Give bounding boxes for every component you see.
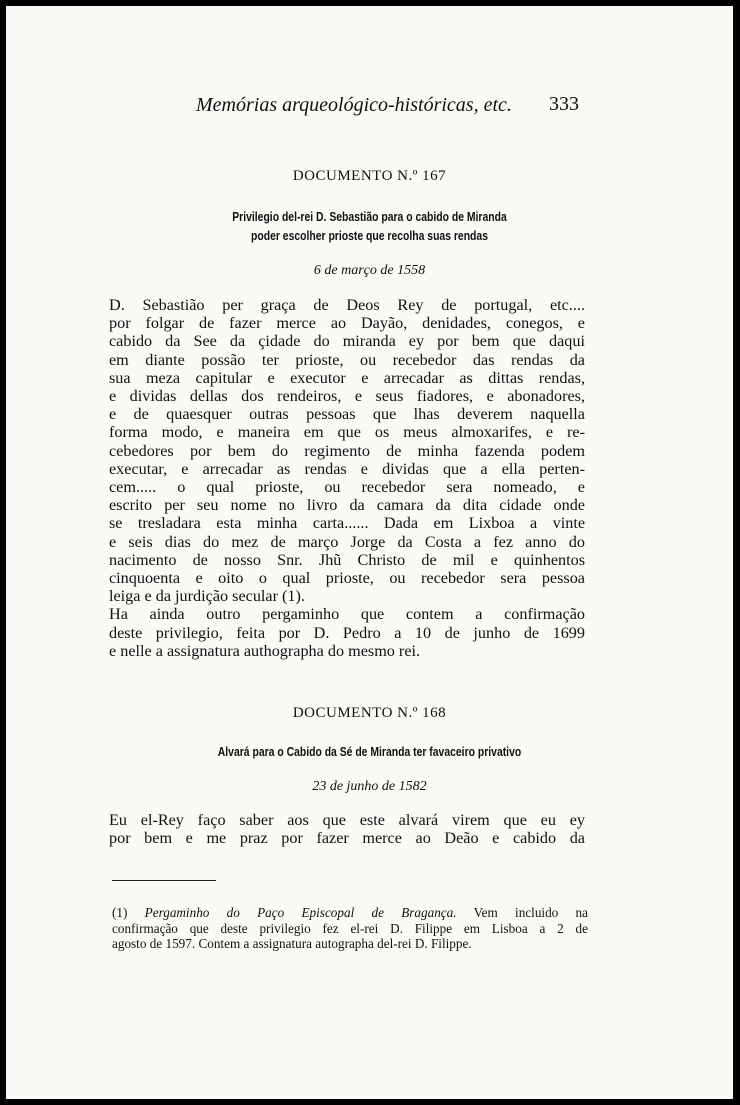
- footnote-line: confirmação que deste privilegio fez el-rei D. Filippe em Lisboa a 2 de: [112, 920, 588, 936]
- body-line: deste privilegio, feita por D. Pedro a 10 de junho de 1699: [109, 623, 585, 642]
- body-line: nacimento de nosso Snr. Jhũ Christo de mil e quinhentos: [109, 550, 585, 569]
- document-168-rubric: Alvará para o Cabido da Sé de Miranda ter favaceiro privativo: [217, 744, 522, 759]
- body-line: e nelle a assignatura authographa do mesmo rei.: [109, 641, 421, 660]
- body-line: cebedores por bem do regimento de minha fazenda podem: [109, 441, 585, 460]
- body-line: sua meza capitular e executor e arrecadar as dittas rendas,: [109, 368, 585, 387]
- document-168-date: 23 de junho de 1582: [312, 779, 427, 794]
- document-168-body: [109, 811, 585, 847]
- body-line: e dividas dellas dos rendeiros, e seus fiadores, e abonadores,: [109, 387, 585, 406]
- footnote-line: agosto de 1597. Contem a assignatura autographa del-rei D. Filippe.: [112, 936, 472, 951]
- body-line: executar, e arrecadar as rendas e dividas que a ella perten-: [109, 459, 585, 478]
- footnote-line: [112, 905, 588, 921]
- footnote-source-title: Pergaminho do Paço Episcopal de Bragança.: [144, 905, 457, 920]
- body-line: cem..... o qual prioste, ou recebedor sera nomeado, e: [109, 478, 585, 497]
- document-167-heading: DOCUMENTO N.º 167: [292, 168, 447, 184]
- body-line: e seis dias do mez de março Jorge da Costa a fez anno do: [109, 532, 585, 551]
- footnote-line-1-rest: Vem incluido na: [473, 905, 589, 920]
- body-line: por folgar de fazer merce ao Dayão, denidades, conegos, e: [109, 314, 585, 333]
- page-number: 333: [549, 93, 579, 115]
- document-168-heading: DOCUMENTO N.º 168: [292, 705, 447, 721]
- document-167-rubric-line-1: Privilegio del-rei D. Sebastião para o cabido de Miranda: [232, 209, 507, 224]
- document-167-rubric-line-2: poder escolher prioste que recolha suas rendas: [251, 228, 488, 243]
- book-page: [6, 6, 733, 1099]
- running-title: Memórias arqueológico-históricas, etc.: [196, 94, 512, 116]
- body-line: Eu el-Rey faço saber aos que este alvará virem que eu ey: [109, 811, 585, 829]
- body-line: em diante possão ter prioste, ou recebedor das rendas da: [109, 350, 585, 369]
- body-line: cabido da See da çidade do miranda ey por bem que daqui: [109, 332, 585, 351]
- body-line: escrito per seu nome no livro da camara da dita cidade onde: [109, 496, 585, 515]
- body-line: se tresladara esta minha carta...... Dada em Lixboa a vinte: [109, 514, 585, 533]
- body-line: e de quaesquer outras pessoas que lhas deverem naquella: [109, 405, 585, 424]
- document-167-date: 6 de março de 1558: [313, 263, 426, 278]
- body-line: forma modo, e maneira em que os meus almoxarifes, e re-: [109, 423, 585, 442]
- footnote-marker: (1): [112, 905, 128, 920]
- body-line: leiga e da jurdição secular (1).: [109, 587, 305, 606]
- body-line: cinquoenta e oito o qual prioste, ou recebedor sera pessoa: [109, 569, 585, 588]
- footnote: [112, 905, 588, 952]
- body-line: por bem e me praz por fazer merce ao Deão e cabido da: [109, 829, 585, 848]
- footnote-rule: [112, 880, 216, 881]
- body-line: Ha ainda outro pergaminho que contem a confirmação: [109, 605, 585, 624]
- document-167-body: [109, 296, 585, 660]
- body-line: D. Sebastião per graça de Deos Rey de portugal, etc....: [109, 296, 585, 314]
